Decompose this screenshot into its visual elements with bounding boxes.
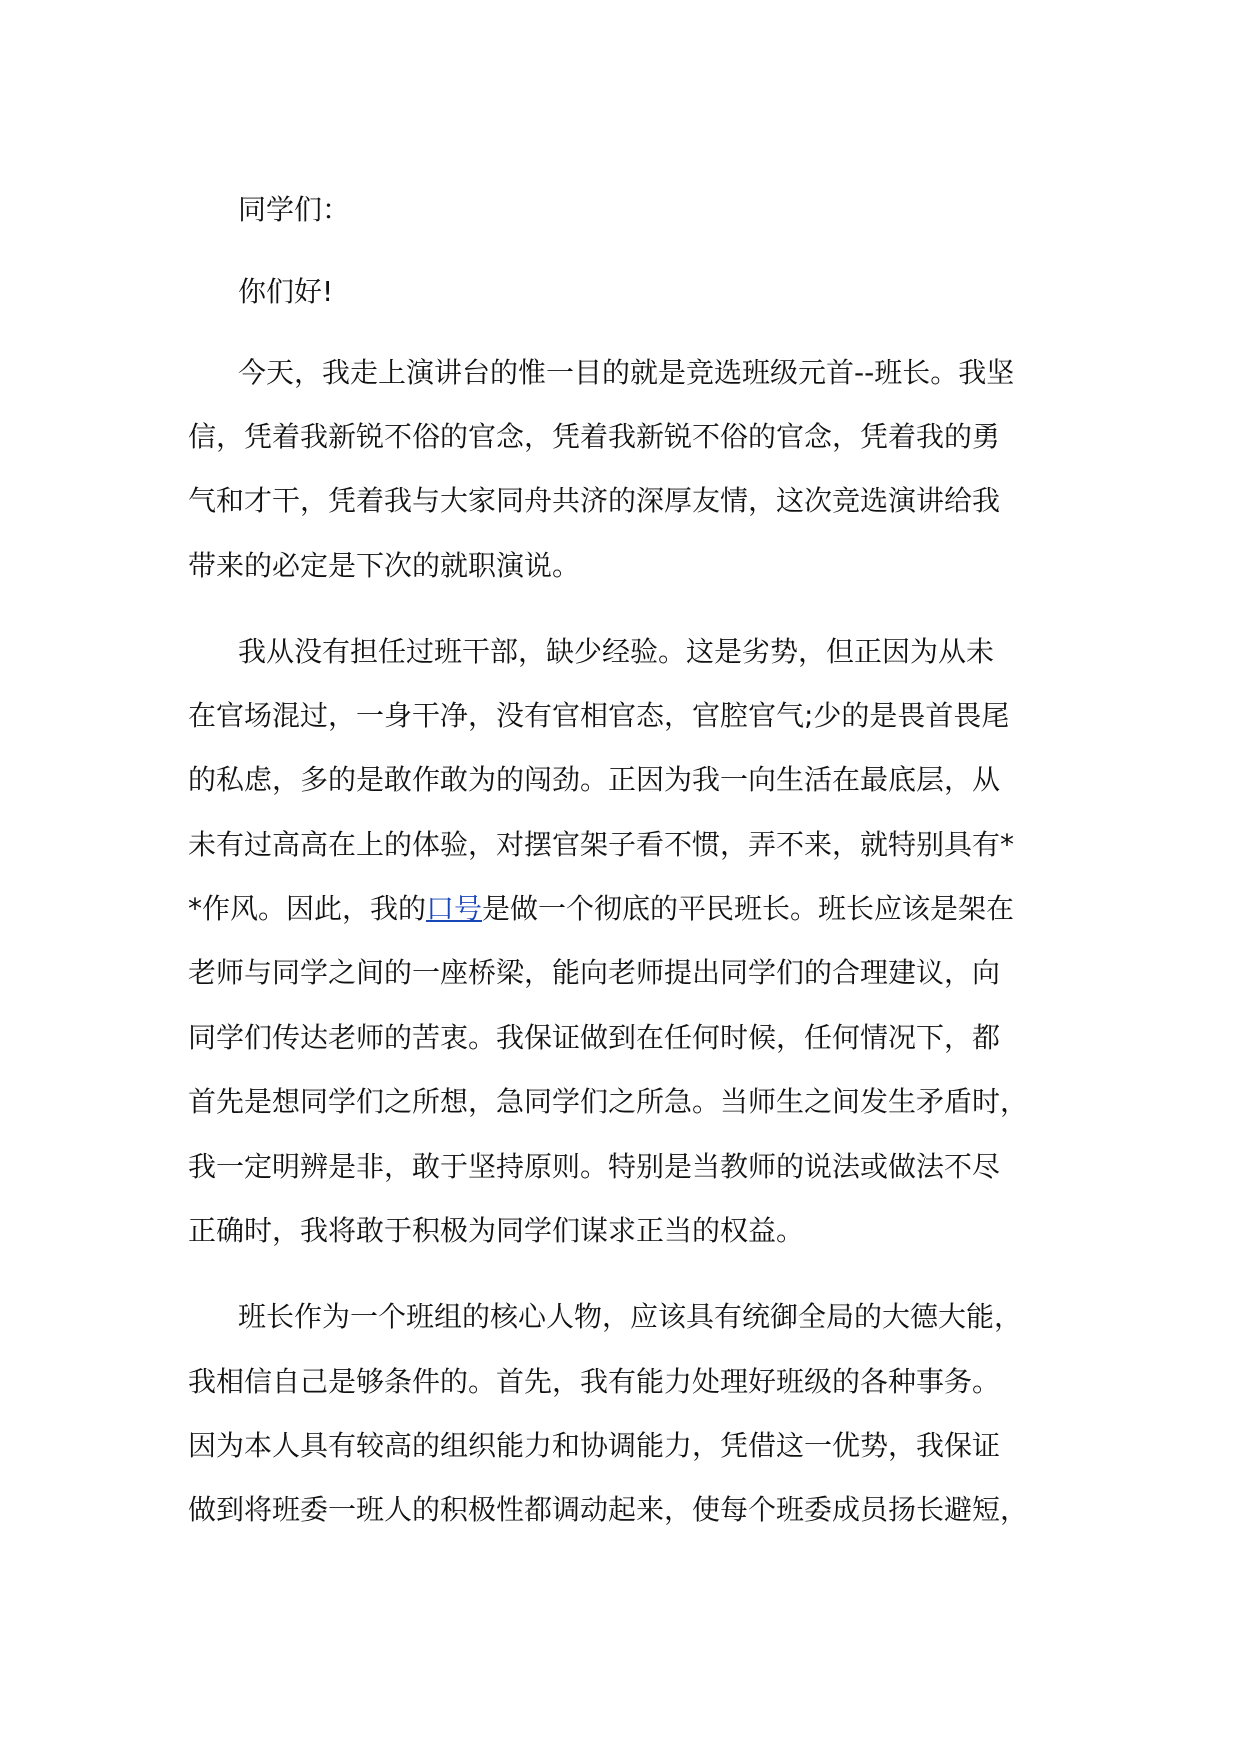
- greeting: 你们好!: [238, 275, 334, 308]
- paragraph-4-line: 的私虑，多的是敢作敢为的闯劲。正因为我一向生活在最底层，从: [188, 763, 1001, 796]
- paragraph-4-line: 我从没有担任过班干部，缺少经验。这是劣势，但正因为从未: [238, 635, 995, 668]
- paragraph-5-line: 我相信自己是够条件的。首先，我有能力处理好班级的各种事务。: [188, 1365, 1001, 1398]
- paragraph-4-line: 未有过高高在上的体验，对摆官架子看不惯，弄不来，就特别具有*: [188, 828, 1015, 861]
- paragraph-4-line: 同学们传达老师的苦衷。我保证做到在任何时候，任何情况下，都: [188, 1021, 1001, 1054]
- paragraph-4-line: 在官场混过，一身干净，没有官相官态，官腔官气;少的是畏首畏尾: [188, 699, 1010, 732]
- paragraph-4-text-before-link: *作风。因此，我的: [188, 892, 427, 925]
- paragraph-3-line: 信，凭着我新锐不俗的官念，凭着我新锐不俗的官念，凭着我的勇: [188, 420, 1001, 453]
- paragraph-3-line: 气和才干，凭着我与大家同舟共济的深厚友情，这次竞选演讲给我: [188, 484, 1001, 517]
- paragraph-4-line: 我一定明辨是非，敢于坚持原则。特别是当教师的说法或做法不尽: [188, 1150, 1001, 1183]
- slogan-link[interactable]: 口号: [426, 892, 483, 925]
- paragraph-4-line-with-link: [188, 889, 1014, 929]
- paragraph-4-line: 老师与同学之间的一座桥梁，能向老师提出同学们的合理建议，向: [188, 956, 1001, 989]
- salutation: 同学们：: [238, 193, 351, 226]
- paragraph-5-line: 因为本人具有较高的组织能力和协调能力，凭借这一优势，我保证: [188, 1429, 1001, 1462]
- paragraph-5-line: 做到将班委一班人的积极性都调动起来，使每个班委成员扬长避短，: [188, 1493, 1029, 1526]
- paragraph-4-line: 正确时，我将敢于积极为同学们谋求正当的权益。: [188, 1214, 805, 1247]
- paragraph-4-text-after-link: 是做一个彻底的平民班长。班长应该是架在: [482, 892, 1015, 925]
- paragraph-5-line: 班长作为一个班组的核心人物，应该具有统御全局的大德大能，: [238, 1300, 1023, 1333]
- paragraph-3-line: 带来的必定是下次的就职演说。: [188, 549, 581, 582]
- paragraph-3-line: 今天，我走上演讲台的惟一目的就是竞选班级元首--班长。我坚: [238, 356, 1015, 389]
- paragraph-4-line: 首先是想同学们之所想，急同学们之所急。当师生之间发生矛盾时，: [188, 1085, 1029, 1118]
